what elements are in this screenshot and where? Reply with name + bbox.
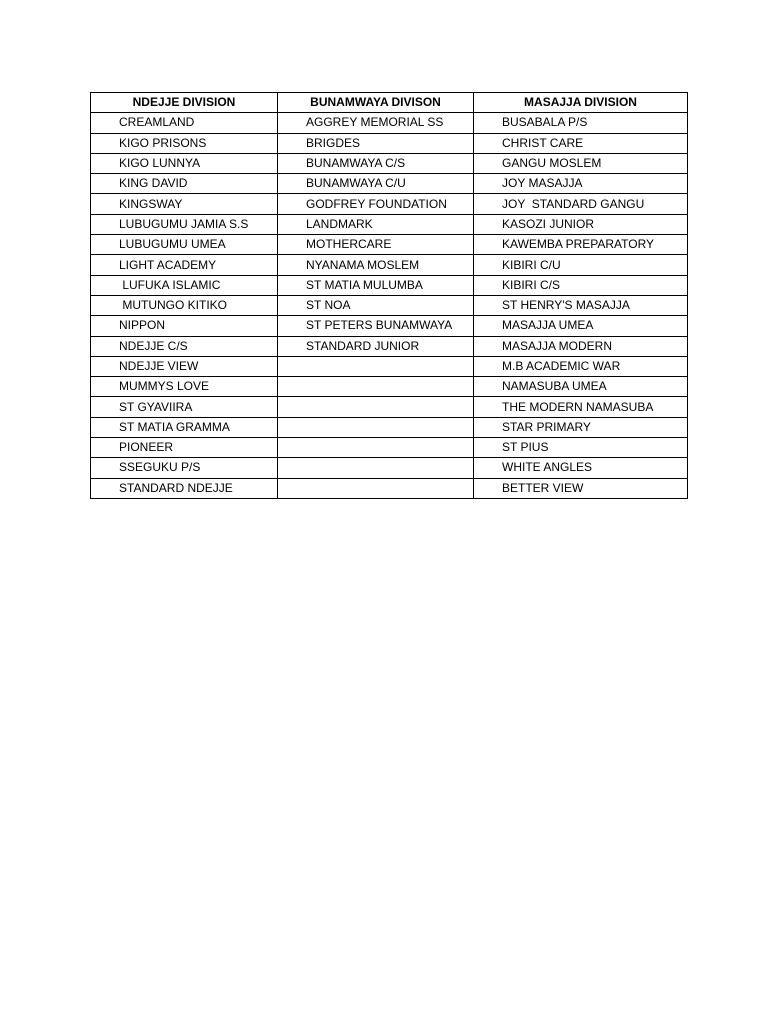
table-cell: STANDARD JUNIOR	[278, 336, 474, 356]
table-row	[91, 214, 688, 234]
table-cell: NAMASUBA UMEA	[474, 377, 688, 397]
table-cell: NYANAMA MOSLEM	[278, 255, 474, 275]
table-cell: STAR PRIMARY	[474, 417, 688, 437]
table-cell: GODFREY FOUNDATION	[278, 194, 474, 214]
table-cell: MASAJJA MODERN	[474, 336, 688, 356]
table-cell	[278, 397, 474, 417]
table-cell: MOTHERCARE	[278, 235, 474, 255]
table-cell: KIGO LUNNYA	[91, 153, 278, 173]
table-row	[91, 275, 688, 295]
table-row	[91, 458, 688, 478]
table-row	[91, 194, 688, 214]
table-cell	[278, 356, 474, 376]
table-row	[91, 417, 688, 437]
table-cell: NDEJJE VIEW	[91, 356, 278, 376]
table-row	[91, 133, 688, 153]
header-masajja-division: MASAJJA DIVISION	[474, 93, 688, 113]
table-cell: ST PIUS	[474, 438, 688, 458]
table-row	[91, 295, 688, 315]
table-cell: JOY STANDARD GANGU	[474, 194, 688, 214]
table-cell: KIBIRI C/S	[474, 275, 688, 295]
table-cell: ST PETERS BUNAMWAYA	[278, 316, 474, 336]
table-cell: THE MODERN NAMASUBA	[474, 397, 688, 417]
table-cell: NDEJJE C/S	[91, 336, 278, 356]
table-cell: PIONEER	[91, 438, 278, 458]
table-cell: LUBUGUMU UMEA	[91, 235, 278, 255]
table-row	[91, 356, 688, 376]
table-row	[91, 438, 688, 458]
table-body	[91, 113, 688, 499]
table-cell: BUNAMWAYA C/S	[278, 153, 474, 173]
table-cell: BUNAMWAYA C/U	[278, 174, 474, 194]
table-cell: MUMMYS LOVE	[91, 377, 278, 397]
table-cell: M.B ACADEMIC WAR	[474, 356, 688, 376]
table-row	[91, 113, 688, 133]
table-cell	[278, 417, 474, 437]
table-cell: BETTER VIEW	[474, 478, 688, 498]
table-cell: LUBUGUMU JAMIA S.S	[91, 214, 278, 234]
division-schools-table	[90, 92, 688, 499]
table-cell: KINGSWAY	[91, 194, 278, 214]
table-row	[91, 336, 688, 356]
table-cell: BRIGDES	[278, 133, 474, 153]
table-cell	[278, 377, 474, 397]
table-cell: ST MATIA GRAMMA	[91, 417, 278, 437]
table-cell: ST GYAVIIRA	[91, 397, 278, 417]
table-header-row	[91, 93, 688, 113]
table-cell: JOY MASAJJA	[474, 174, 688, 194]
table-cell: STANDARD NDEJJE	[91, 478, 278, 498]
table-row	[91, 377, 688, 397]
table-cell: CHRIST CARE	[474, 133, 688, 153]
header-ndejje-division: NDEJJE DIVISION	[91, 93, 278, 113]
table-cell: LIGHT ACADEMY	[91, 255, 278, 275]
table-row	[91, 235, 688, 255]
header-bunamwaya-division: BUNAMWAYA DIVISON	[278, 93, 474, 113]
table-cell: ST NOA	[278, 295, 474, 315]
table-row	[91, 255, 688, 275]
table-cell: WHITE ANGLES	[474, 458, 688, 478]
table-cell: SSEGUKU P/S	[91, 458, 278, 478]
table-cell: GANGU MOSLEM	[474, 153, 688, 173]
table-cell: KAWEMBA PREPARATORY	[474, 235, 688, 255]
table-cell: CREAMLAND	[91, 113, 278, 133]
table-row	[91, 316, 688, 336]
table-cell: AGGREY MEMORIAL SS	[278, 113, 474, 133]
table-cell	[278, 478, 474, 498]
table-row	[91, 153, 688, 173]
table-row	[91, 397, 688, 417]
table-cell: KIGO PRISONS	[91, 133, 278, 153]
table-cell: LANDMARK	[278, 214, 474, 234]
table-cell: ST HENRY'S MASAJJA	[474, 295, 688, 315]
table-cell: KIBIRI C/U	[474, 255, 688, 275]
table-cell: NIPPON	[91, 316, 278, 336]
table-cell: BUSABALA P/S	[474, 113, 688, 133]
table-row	[91, 478, 688, 498]
table-row	[91, 174, 688, 194]
table-cell: MUTUNGO KITIKO	[91, 295, 278, 315]
table-cell: MASAJJA UMEA	[474, 316, 688, 336]
table-cell: LUFUKA ISLAMIC	[91, 275, 278, 295]
table-cell: KING DAVID	[91, 174, 278, 194]
table-cell: KASOZI JUNIOR	[474, 214, 688, 234]
table-cell	[278, 438, 474, 458]
table-cell	[278, 458, 474, 478]
table-cell: ST MATIA MULUMBA	[278, 275, 474, 295]
